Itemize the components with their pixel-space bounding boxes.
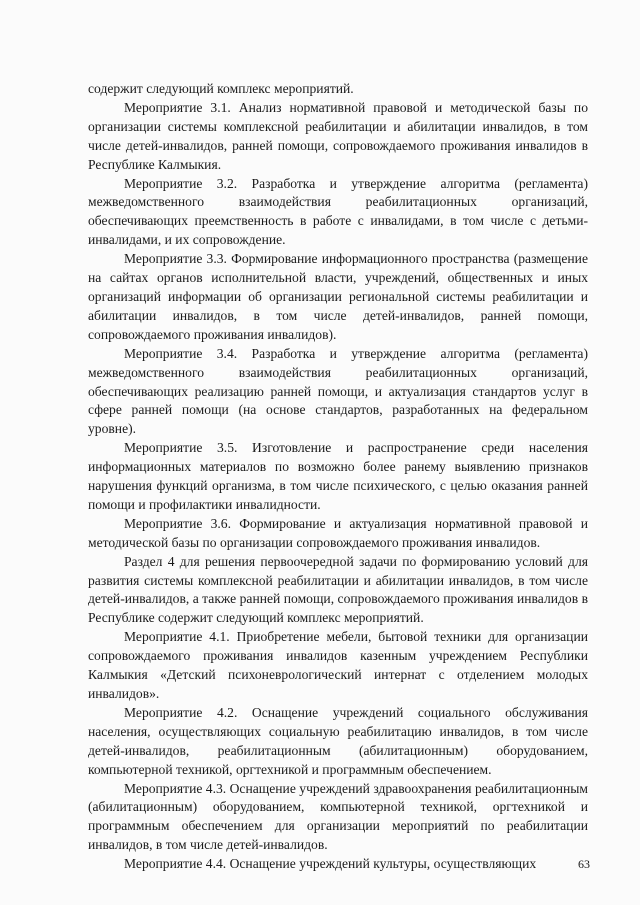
paragraph-measure-4-2: Мероприятие 4.2. Оснащение учреждений социального обслуживания населения, осуществляющих социальную реабилитацию инвалидов, в том числе детей-инвалидов, реабилитационным (абилитационным) оборудованием, компьютерной техникой, оргтехникой и программным обеспечением. xyxy=(88,704,588,777)
paragraph-continuation: содержит следующий комплекс мероприятий. xyxy=(88,81,354,96)
document-body xyxy=(88,80,588,874)
paragraph-measure-3-3: Мероприятие 3.3. Формирование информационного пространства (размещение на сайтах органов исполнительной власти, учреждений, общественных и иных организаций информации об организации региональной системы реабилитации и абилитации инвалидов, в том числе детей-инвалидов, ранней помощи, сопровождаемого проживания инвалидов). xyxy=(88,251,588,342)
paragraph-measure-4-4: Мероприятие 4.4. Оснащение учреждений культуры, осуществляющих xyxy=(124,856,537,872)
paragraph-measure-3-4: Мероприятие 3.4. Разработка и утверждение алгоритма (регламента) межведомственного взаимодействия реабилитационных организаций, обеспечивающих реализацию ранней помощи, и актуализация стандартов услуг в сфере ранней помощи (на основе стандартов, разработанных на федеральном уровне). xyxy=(88,345,588,437)
paragraph-measure-3-6: Мероприятие 3.6. Формирование и актуализация нормативной правовой и методической базы по организации сопровождаемого проживания инвалидов. xyxy=(88,515,588,550)
paragraph-section-4: Раздел 4 для решения первоочередной задачи по формированию условий для развития системы комплексной реабилитации и абилитации инвалидов, в том числе детей-инвалидов, а также ранней помощи, сопровождаемого проживания инвалидов в Республике содержит следующий комплекс мероприятий. xyxy=(88,553,588,626)
paragraph-measure-4-3: Мероприятие 4.3. Оснащение учреждений здравоохранения реабилитационным (абилитационным) оборудованием, компьютерной техникой, оргтехникой и программным обеспечением для организации мероприятий по реабилитации инвалидов, в том числе детей-инвалидов. xyxy=(88,780,588,853)
paragraph-measure-3-5: Мероприятие 3.5. Изготовление и распространение среди населения информационных материалов по возможно более ранему выявлению признаков нарушения функций организма, в том числе психического, с целью оказания ранней помощи и профилактики инвалидности. xyxy=(88,440,588,512)
paragraph-measure-3-2: Мероприятие 3.2. Разработка и утверждение алгоритма (регламента) межведомственного взаимодействия реабилитационных организаций, обеспечивающих преемственность в работе с инвалидами, в том числе с детьми-инвалидами, и их сопровождение. xyxy=(88,175,588,248)
paragraph-measure-4-1: Мероприятие 4.1. Приобретение мебели, бытовой техники для организации сопровождаемого проживания инвалидов казенным учреждением Республики Калмыкия «Детский психоневрологический интернат с отделением молодых инвалидов». xyxy=(88,629,588,701)
paragraph-measure-3-1: Мероприятие 3.1. Анализ нормативной правовой и методической базы по организации системы комплексной реабилитации и абилитации инвалидов, в том числе детей-инвалидов, ранней помощи, сопровождаемого проживания инвалидов в Республике Калмыкия. xyxy=(88,99,588,172)
page-number: 63 xyxy=(578,857,590,871)
